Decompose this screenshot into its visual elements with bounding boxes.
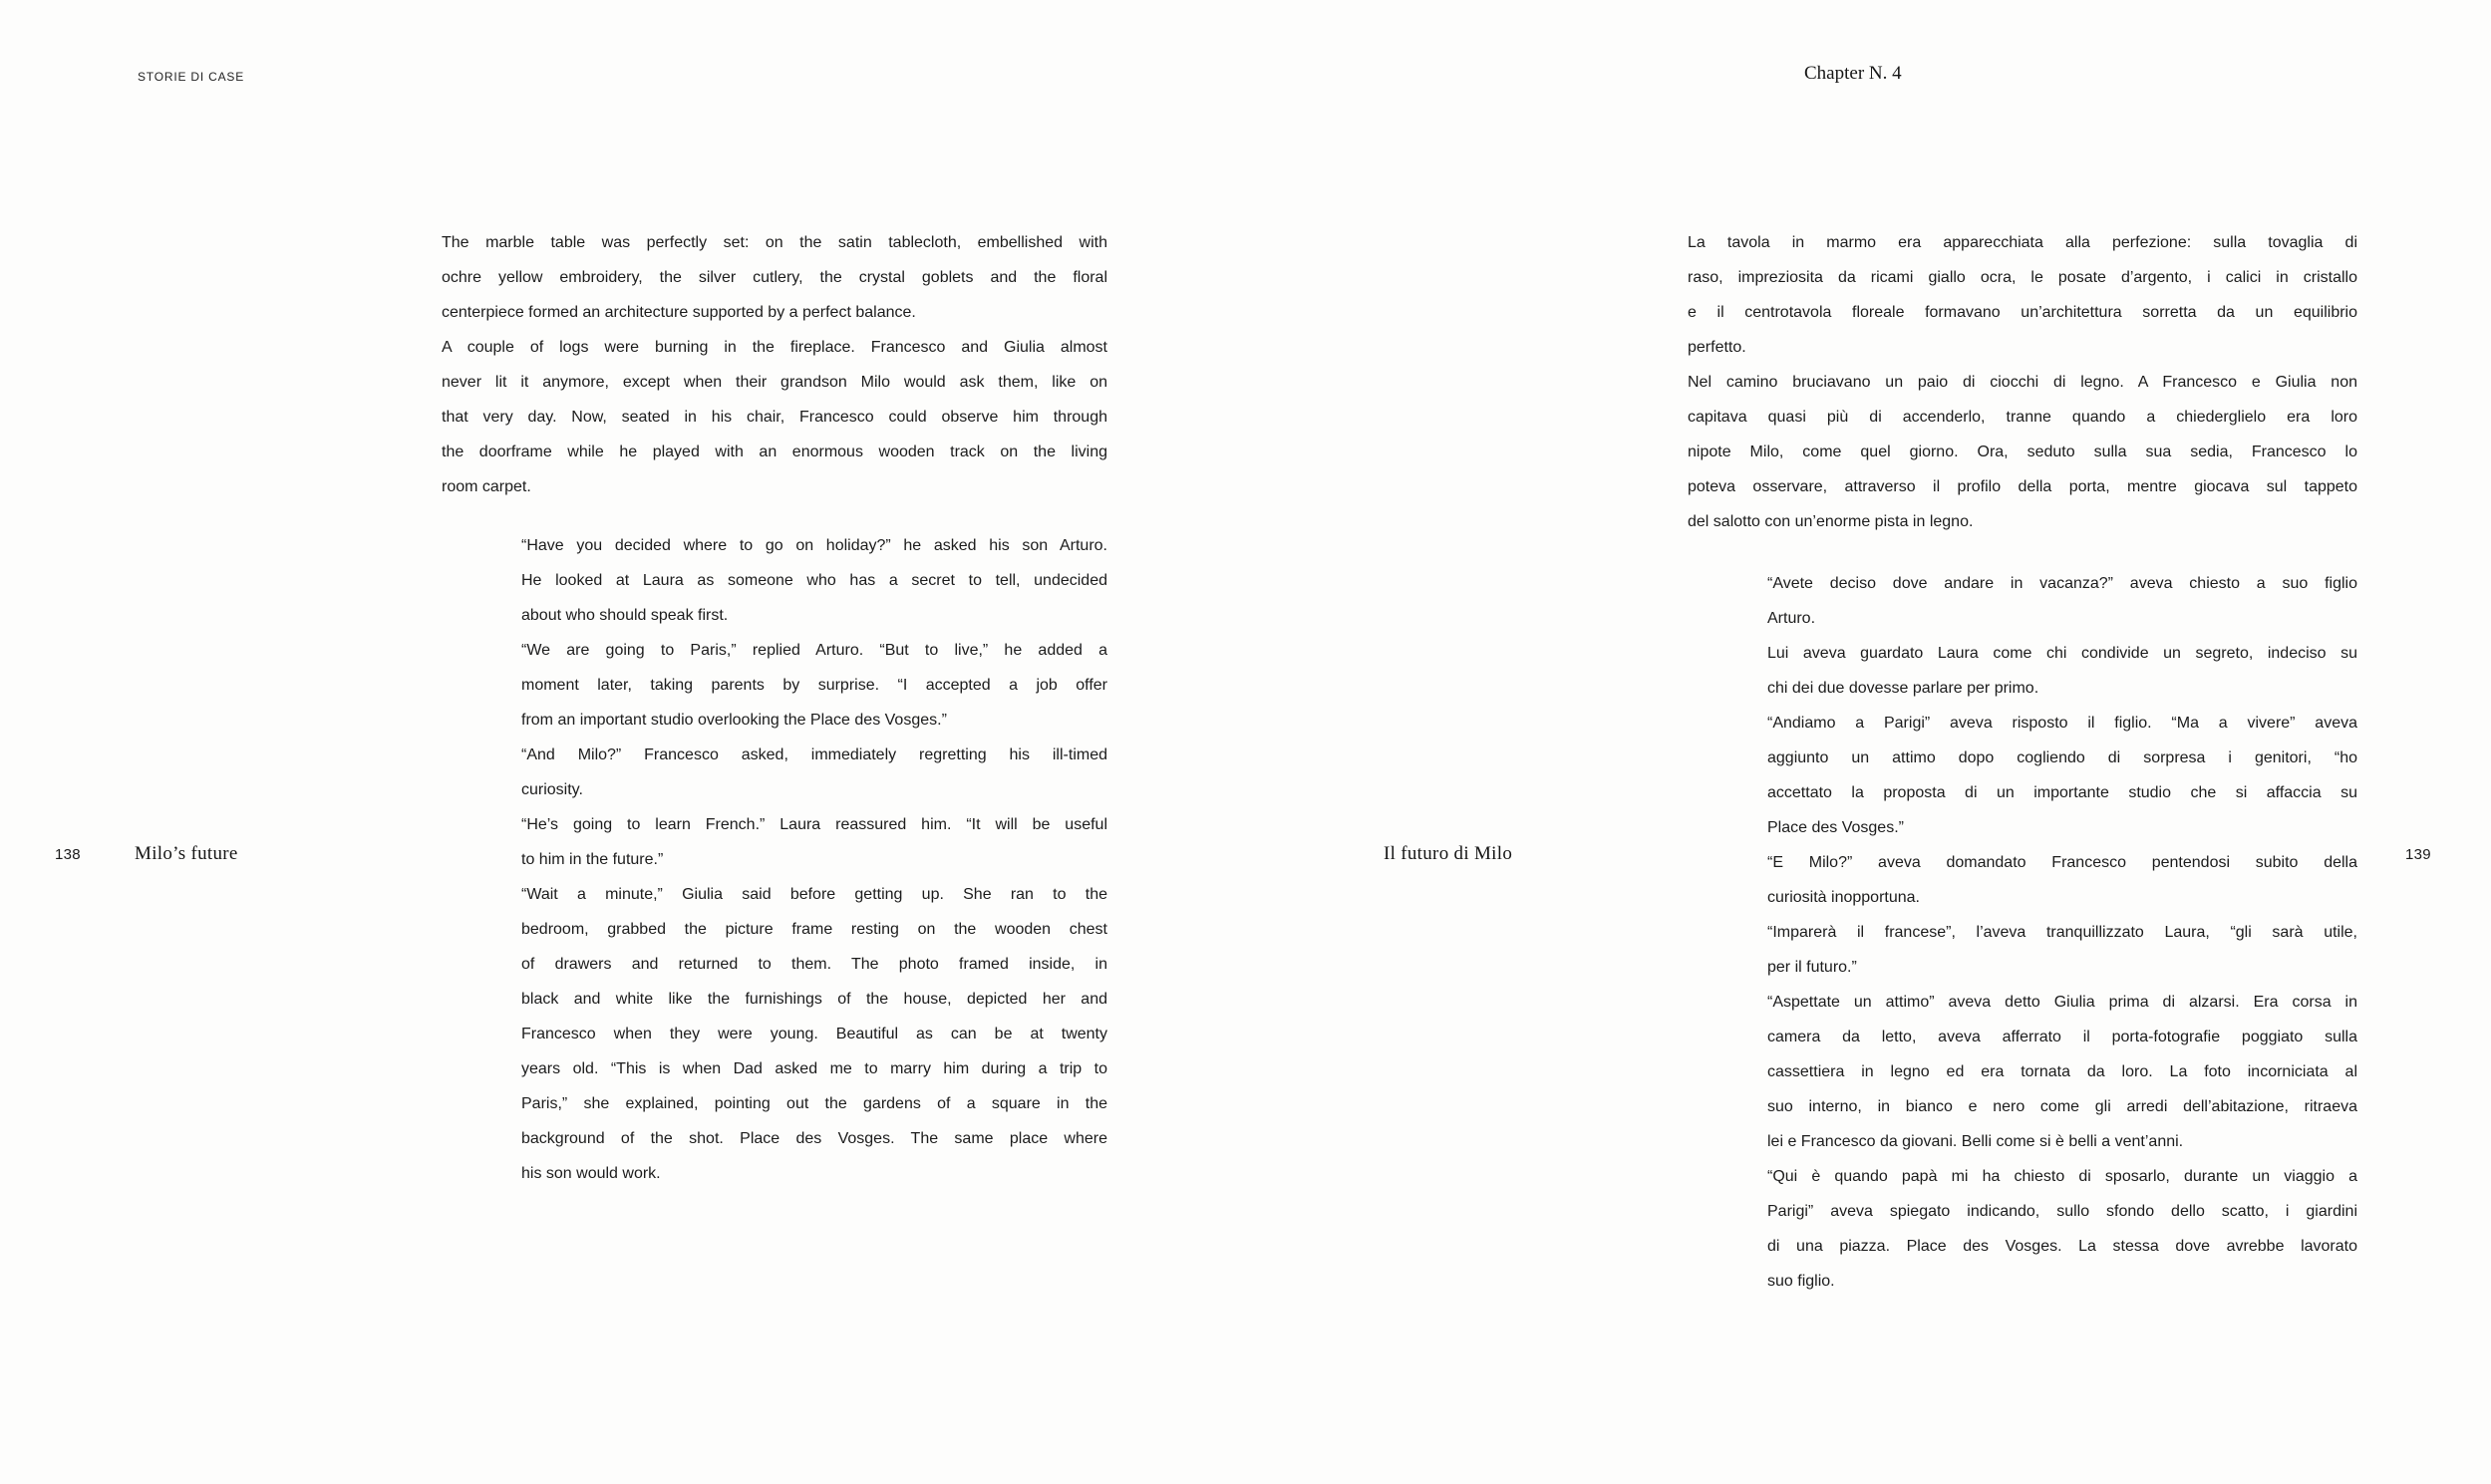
- text-line: “Aspettate un attimo” aveva detto Giulia prima di alzarsi. Era corsa in: [1767, 994, 2357, 1011]
- text-line: years old. “This is when Dad asked me to marry him during a trip to: [521, 1060, 1107, 1077]
- text-line: raso, impreziosita da ricami giallo ocra, le posate d’argento, i calici in cristallo: [1688, 269, 2357, 286]
- text-line: moment later, taking parents by surprise. “I accepted a job offer: [521, 677, 1107, 694]
- text-line: never lit it anymore, except when their grandson Milo would ask them, like on: [442, 374, 1107, 391]
- text-line: lei e Francesco da giovani. Belli come si è belli a vent’anni.: [1767, 1133, 2184, 1150]
- text-line: “And Milo?” Francesco asked, immediately regretting his ill-timed: [521, 746, 1107, 763]
- text-line: di una piazza. Place des Vosges. La stessa dove avrebbe lavorato: [1767, 1238, 2357, 1255]
- text-line: of drawers and returned to them. The photo framed inside, in: [521, 956, 1107, 973]
- text-line: suo figlio.: [1767, 1273, 1835, 1290]
- text-line: chi dei due dovesse parlare per primo.: [1767, 680, 2039, 697]
- text-line: “Andiamo a Parigi” aveva risposto il figlio. “Ma a vivere” aveva: [1767, 715, 2357, 732]
- text-line: curiosity.: [521, 781, 583, 798]
- text-line: centerpiece formed an architecture supported by a perfect balance.: [442, 304, 916, 321]
- text-line: Paris,” she explained, pointing out the gardens of a square in the: [521, 1095, 1107, 1112]
- text-line: “E Milo?” aveva domandato Francesco pentendosi subito della: [1767, 854, 2357, 871]
- text-line: accettato la proposta di un importante studio che si affaccia su: [1767, 784, 2357, 801]
- text-line: nipote Milo, come quel giorno. Ora, seduto sulla sua sedia, Francesco lo: [1688, 444, 2357, 460]
- text-line: about who should speak first.: [521, 607, 729, 624]
- text-line: that very day. Now, seated in his chair, Francesco could observe him through: [442, 409, 1107, 426]
- text-line: perfetto.: [1688, 339, 1746, 356]
- text-line: Place des Vosges.”: [1767, 819, 1904, 836]
- text-line: He looked at Laura as someone who has a secret to tell, undecided: [521, 572, 1107, 589]
- text-line: background of the shot. Place des Vosges. The same place where: [521, 1130, 1107, 1147]
- running-header-left: STORIE DI CASE: [138, 70, 245, 84]
- text-line: La tavola in marmo era apparecchiata alla perfezione: sulla tovaglia di: [1688, 234, 2357, 251]
- text-line: “Have you decided where to go on holiday?” he asked his son Arturo.: [521, 537, 1107, 554]
- text-line: bedroom, grabbed the picture frame resting on the wooden chest: [521, 921, 1107, 938]
- text-line: Parigi” aveva spiegato indicando, sullo sfondo dello scatto, i giardini: [1767, 1203, 2357, 1220]
- text-line: black and white like the furnishings of the house, depicted her and: [521, 991, 1107, 1008]
- text-line: Lui aveva guardato Laura come chi condivide un segreto, indeciso su: [1767, 645, 2357, 662]
- text-line: to him in the future.”: [521, 851, 664, 868]
- text-line: poteva osservare, attraverso il profilo della porta, mentre giocava sul tappeto: [1688, 478, 2357, 495]
- text-line: his son would work.: [521, 1165, 661, 1182]
- text-line: camera da letto, aveva afferrato il porta-fotografie poggiato sulla: [1767, 1029, 2357, 1045]
- text-line: “Wait a minute,” Giulia said before getting up. She ran to the: [521, 886, 1107, 903]
- page-number-right: 139: [2405, 846, 2431, 863]
- english-dialogue-text: [521, 528, 1107, 1191]
- text-line: “He’s going to learn French.” Laura reassured him. “It will be useful: [521, 816, 1107, 833]
- italian-dialogue-text: [1767, 566, 2357, 1299]
- running-header-right: Chapter N. 4: [1804, 63, 1902, 84]
- text-line: Arturo.: [1767, 610, 1816, 627]
- text-line: suo interno, in bianco e nero come gli arredi dell’abitazione, ritraeva: [1767, 1098, 2357, 1115]
- text-line: “We are going to Paris,” replied Arturo. “But to live,” he added a: [521, 642, 1107, 659]
- english-intro-text: [442, 225, 1107, 504]
- text-line: “Imparerà il francese”, l’aveva tranquillizzato Laura, “gli sarà utile,: [1767, 924, 2357, 941]
- text-line: aggiunto un attimo dopo cogliendo di sorpresa i genitori, “ho: [1767, 749, 2357, 766]
- text-line: “Qui è quando papà mi ha chiesto di sposarlo, durante un viaggio a: [1767, 1168, 2357, 1185]
- text-line: room carpet.: [442, 478, 531, 495]
- text-line: the doorframe while he played with an enormous wooden track on the living: [442, 444, 1107, 460]
- text-line: “Avete deciso dove andare in vacanza?” aveva chiesto a suo figlio: [1767, 575, 2357, 592]
- text-line: A couple of logs were burning in the fireplace. Francesco and Giulia almost: [442, 339, 1107, 356]
- text-line: Nel camino bruciavano un paio di ciocchi di legno. A Francesco e Giulia non: [1688, 374, 2357, 391]
- text-line: per il futuro.”: [1767, 959, 1857, 976]
- italian-intro-text: [1688, 225, 2357, 539]
- section-title-right: Il futuro di Milo: [1384, 843, 1513, 864]
- text-line: cassettiera in legno ed era tornata da loro. La foto incorniciata al: [1767, 1063, 2357, 1080]
- section-title-left: Milo’s future: [135, 843, 238, 864]
- text-line: ochre yellow embroidery, the silver cutlery, the crystal goblets and the floral: [442, 269, 1107, 286]
- text-line: del salotto con un’enorme pista in legno.: [1688, 513, 1974, 530]
- text-line: Francesco when they were young. Beautiful as can be at twenty: [521, 1026, 1107, 1042]
- text-line: from an important studio overlooking the Place des Vosges.”: [521, 712, 947, 729]
- page-number-left: 138: [55, 846, 81, 863]
- text-line: curiosità inopportuna.: [1767, 889, 1920, 906]
- text-line: The marble table was perfectly set: on the satin tablecloth, embellished with: [442, 234, 1107, 251]
- text-line: capitava quasi più di accenderlo, tranne quando a chiederglielo era loro: [1688, 409, 2357, 426]
- text-line: e il centrotavola floreale formavano un’architettura sorretta da un equilibrio: [1688, 304, 2357, 321]
